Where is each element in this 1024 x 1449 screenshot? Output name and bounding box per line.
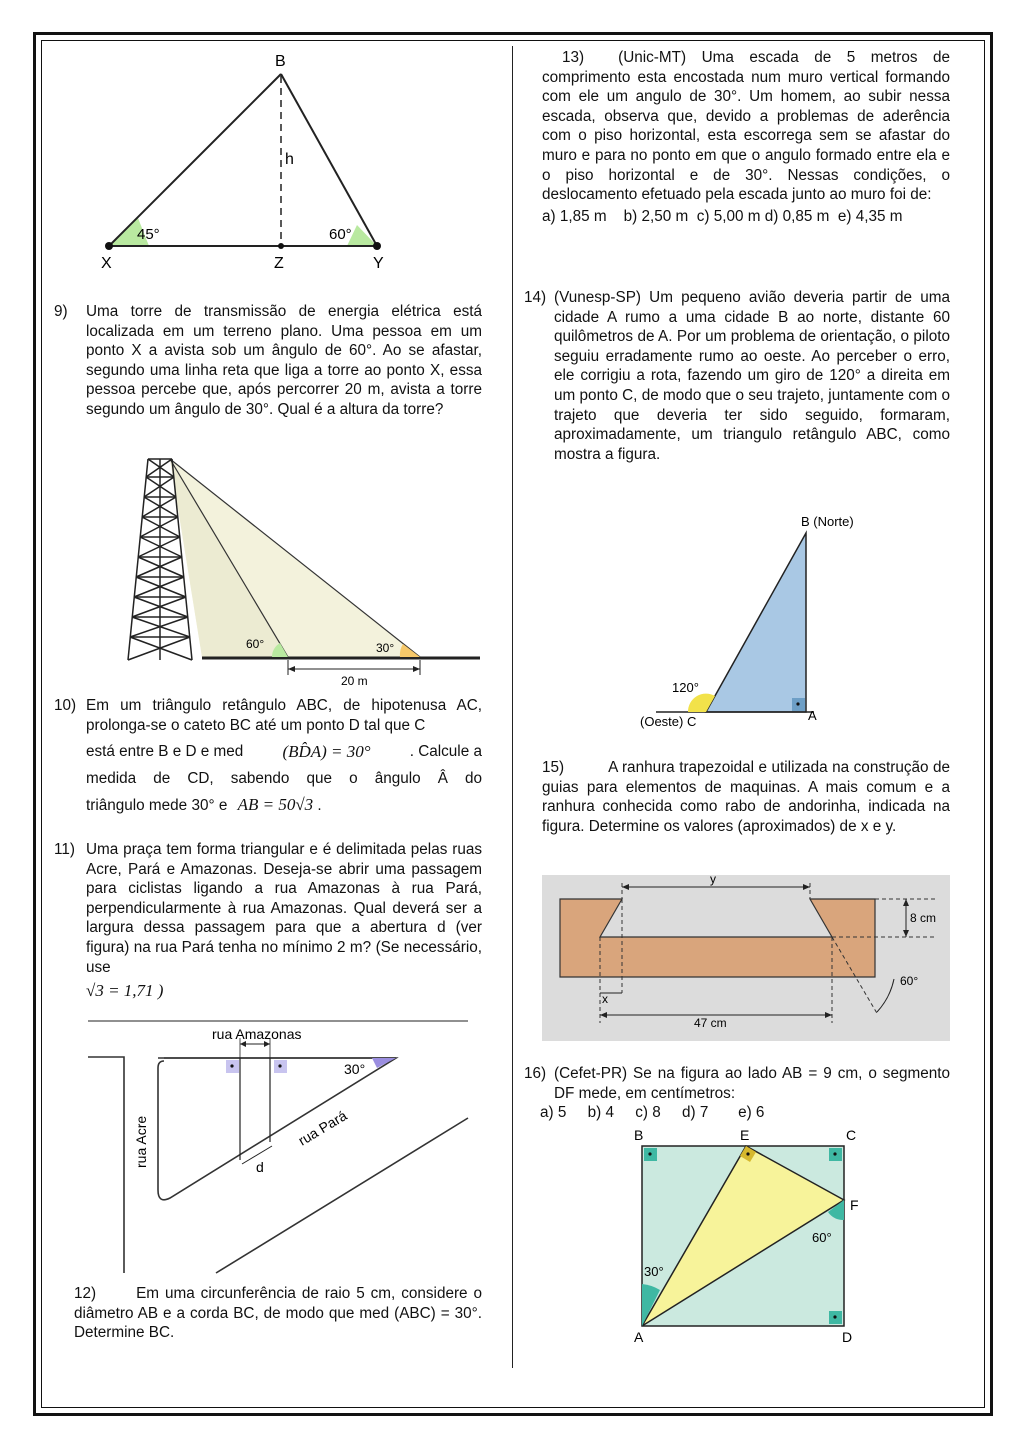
question-text-line2: está entre B e D e med (BD̂A) = 30° . Calcule a [86,742,482,762]
label-x: x [602,992,608,1006]
question-13 [542,48,950,226]
math-ab: AB = 50√3 [237,795,314,815]
question-15 [542,758,950,836]
label-y: Y [373,255,384,272]
point-y [373,242,381,250]
question-11 [54,840,482,1001]
label-20m: 20 m [341,674,368,688]
label-47cm: 47 cm [694,1016,727,1030]
street-edge-left [88,1057,124,1273]
label-a: A [808,708,817,723]
label-30: 30° [376,641,395,655]
question-number: 15) [542,759,565,776]
triangle-abc [706,533,806,712]
block-outline [158,1058,396,1200]
label-acre: rua Acre [133,1115,149,1168]
question-10 [54,696,482,816]
question-number: 11) [54,841,75,858]
question-text-line4: triângulo mede 30° e AB = 50√3 . [86,795,322,815]
label-60: 60° [900,974,919,988]
label-b: B [275,53,286,70]
label-f: F [850,1197,859,1213]
answer-options: a) 5 b) 4 c) 8 d) 7 e) 6 [540,1104,765,1122]
column-divider [512,46,513,1368]
side-xb [109,74,281,246]
question-text: 15) A ranhura trapezoidal e utilizada na construção de guias para elementos de maquinas. A mais comum e a ranhura conhecida como rabo de andorinha, indicada na figura. Determine os valores (aproximados) de x e y. [542,759,950,835]
plane-route-figure [636,508,876,736]
question-number: 9) [54,303,68,320]
tower-figure [110,455,490,690]
question-14 [524,288,950,464]
label-60: 60° [246,637,265,651]
label-b: B [634,1127,644,1143]
math-angle: (BD̂A) = 30° [282,742,371,762]
question-text: Uma torre de transmissão de energia elétrica está localizada em um terreno plano. Uma pessoa em um ponto X a avista sob um ângulo de 60°. Ao se afastar, segundo uma linha reta que liga a torre ao ponto X, essa pessoa percebe que, após percorrer 20 m, avista a torre segundo um ângulo de 30°. Qual é a altura da torre? [86,303,482,418]
label-h: h [285,151,294,168]
label-e: E [740,1127,750,1143]
question-16 [524,1064,950,1123]
question-number: 14) [524,289,547,306]
groove-figure [542,875,950,1041]
label-amazonas: rua Amazonas [212,1026,302,1042]
point-z [278,243,284,249]
math-sqrt3: √3 = 1,71 ) [86,981,164,1001]
question-9 [54,302,482,420]
label-d: d [256,1159,264,1175]
label-b: B (Norte) [801,514,854,529]
label-120: 120° [672,680,699,695]
answer-options: a) 1,85 m b) 2,50 m c) 5,00 m d) 0,85 m e) 4,35 m [542,207,903,225]
label-x: X [101,255,112,272]
question-text: 12) Em uma circunferência de raio 5 cm, considere o diâmetro AB e a corda BC, de modo que med (ABC) = 30°. Determine BC. [74,1285,482,1342]
question-text: (Cefet-PR) Se na figura ao lado AB = 9 cm, o segmento DF mede, em centímetros: [554,1065,950,1102]
angle-30-wedge [400,644,420,657]
street-edge-para [216,1118,468,1273]
question-text: 13) (Unic-MT) Uma escada de 5 metros de comprimento esta encostada num muro vertical formando com ele um angulo de 30°. Um homem, ao subir nessa escada, observa que, devido a problemas de aderência com o piso horizontal, esta escorrega sem se afastar do muro e para no ponto em que o angulo formado entre ela e o piso horizontal e de 30°. Nessas condições, o deslocamento efetuado pela escada junto ao muro foi de: [542,49,950,204]
square-figure [628,1124,868,1346]
point-x [105,242,113,250]
question-text-line3: medida de CD, sabendo que o ângulo Â do [86,769,482,787]
triangle-xyz-figure [95,48,405,273]
question-12 [74,1284,482,1343]
label-y: y [710,875,716,886]
side-by [281,74,377,246]
label-60: 60° [329,226,352,243]
question-number: 13) [562,49,585,66]
label-para: rua Pará [295,1107,350,1149]
label-45: 45° [137,226,160,243]
question-text: Uma praça tem forma triangular e é delimitada pelas ruas Acre, Pará e Amazonas. Deseja-se abrir uma passagem para ciclistas ligando a rua Amazonas à rua Pará, perpendicularmente à rua Amazonas. Qual deverá ser a largura dessa passagem para que a abertura d (ver figura) na rua Pará tenha no mínimo 2 m? (Se necessário, use [86,841,482,976]
label-c: C [846,1127,857,1143]
label-d: D [842,1329,853,1345]
question-number: 10) [54,697,77,714]
question-number: 12) [74,1285,97,1302]
label-a: A [634,1329,644,1345]
label-8cm: 8 cm [910,911,937,925]
label-30: 30° [644,1264,664,1279]
angle-30-wedge [372,1058,396,1068]
label-z: Z [274,255,284,272]
label-60: 60° [812,1230,832,1245]
label-30: 30° [344,1061,366,1077]
question-text-line1: Em um triângulo retângulo ABC, de hipotenusa AC, prolonga-se o cateto BC até um ponto D tal que C [86,697,482,734]
streets-figure [84,1018,474,1278]
label-c: (Oeste) C [640,714,697,729]
question-text: (Vunesp-SP) Um pequeno avião deveria partir de uma cidade A rumo a uma cidade B ao norte, distante 60 quilômetros de A. Por um problema de orientação, o piloto seguiu erradamente rumo ao oeste. Ao perceber o erro, ele corrigiu a rota, fazendo um giro de 120° a direita em um ponto C, de modo que o seu trajeto, juntamente com o trajeto que deveria ter sido seguido, formaram, aproximadamente, um triangulo retângulo ABC, como mostra a figura. [554,289,950,463]
question-number: 16) [524,1065,547,1082]
